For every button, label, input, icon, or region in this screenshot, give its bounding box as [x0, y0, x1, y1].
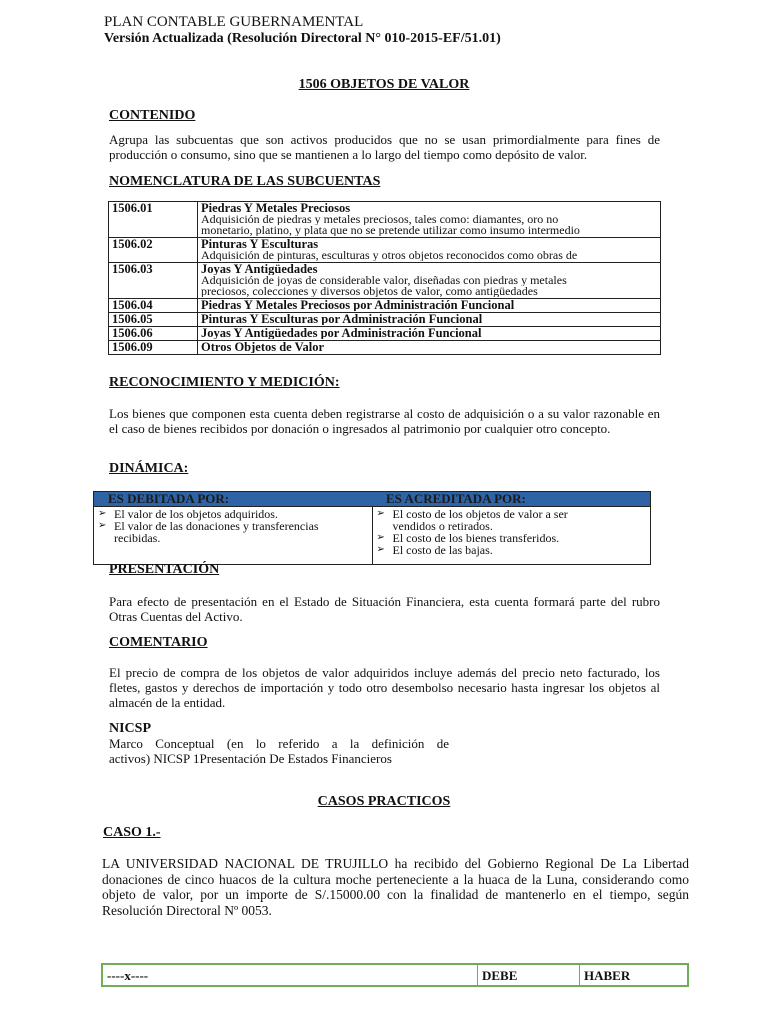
subaccount-code: 1506.06: [109, 327, 198, 341]
list-item-text: El costo de los bienes transferidos.: [392, 531, 560, 545]
subaccount-description: Adquisición de piedras y metales preciosos, tales como: diamantes, oro no: [201, 214, 559, 225]
nicsp-line-2: activos) NICSP 1Presentación De Estados Financieros: [109, 751, 392, 766]
table-row: [109, 341, 661, 355]
subaccount-title: Piedras Y Metales Preciosos por Administración Funcional: [201, 300, 515, 311]
contenido-text: Agrupa las subcuentas que son activos producidos que no se usan primordialmente para fines de producción o consumo, sino que se mantienen a lo largo del tiempo como depósito de valor.: [109, 132, 660, 162]
list-item-text: recibidas.: [114, 531, 161, 545]
debit-header: ES DEBITADA POR:: [108, 491, 230, 506]
list-item-text: vendidos o retirados.: [392, 519, 493, 533]
header-title: PLAN CONTABLE GUBERNAMENTAL: [104, 14, 364, 30]
journal-credit-col: HABER: [584, 968, 631, 983]
subaccount-cell: [198, 202, 661, 238]
subaccounts-table: [108, 201, 661, 355]
subaccount-code: 1506.02: [109, 238, 198, 263]
nicsp-heading: NICSP: [109, 721, 152, 736]
arrow-bullet-icon: ➢: [376, 508, 385, 519]
journal-entry-table: [101, 963, 689, 987]
subaccount-code: 1506.03: [109, 263, 198, 299]
table-row: [109, 299, 661, 313]
subaccount-cell: [198, 327, 661, 341]
subaccount-title: Joyas Y Antigüedades por Administración Funcional: [201, 328, 482, 339]
journal-debit-col: DEBE: [478, 965, 580, 985]
subaccount-cell: [198, 263, 661, 299]
subaccount-title: Joyas Y Antigüedades: [201, 264, 318, 275]
list-item-text: El costo de los objetos de valor a ser: [392, 507, 568, 521]
comentario-text: El precio de compra de los objetos de valor adquiridos incluye además del precio neto facturado, los fletes, gastos y derechos de importación y todo otro desembolso necesario hasta ingresar los objetos al almacén de la entidad.: [109, 665, 660, 710]
subaccount-description: preciosos, colecciones y diversos objetos de valor, como antigüedades: [201, 286, 538, 297]
subaccount-code: 1506.09: [109, 341, 198, 355]
subaccount-title: Otros Objetos de Valor: [201, 342, 325, 353]
subaccount-cell: [198, 238, 661, 263]
arrow-bullet-icon: ➢: [376, 532, 385, 543]
dinamica-table: [93, 491, 651, 565]
list-item-text: El valor de las donaciones y transferencias: [114, 519, 319, 533]
journal-entry-col: ----x----: [103, 965, 478, 985]
comentario-heading: COMENTARIO: [109, 635, 208, 650]
presentacion-heading: PRESENTACIÓN: [109, 562, 220, 577]
arrow-bullet-icon: ➢: [376, 544, 385, 555]
table-row: [109, 202, 661, 238]
reconocimiento-text: Los bienes que componen esta cuenta deben registrarse al costo de adquisición o a su valor razonable en el caso de bienes recibidos por donación o ingresados al patrimonio por cualquier otro concepto.: [109, 406, 660, 436]
subaccount-description: Adquisición de pinturas, esculturas y otros objetos reconocidos como obras de: [201, 250, 578, 261]
subaccount-cell: [198, 313, 661, 327]
page-title: 1506 OBJETOS DE VALOR: [298, 77, 470, 92]
subaccount-cell: [198, 341, 661, 355]
credit-column: [372, 507, 651, 564]
subaccount-title: Pinturas Y Esculturas por Administración Funcional: [201, 314, 483, 325]
subaccount-code: 1506.05: [109, 313, 198, 327]
casos-heading: CASOS PRACTICOS: [317, 794, 451, 809]
credit-header: ES ACREDITADA POR:: [386, 491, 526, 506]
list-item: [377, 544, 647, 556]
subaccount-cell: [198, 299, 661, 313]
subaccount-code: 1506.01: [109, 202, 198, 238]
header-subtitle: Versión Actualizada (Resolución Directoral N° 010-2015-EF/51.01): [104, 31, 501, 46]
caso-label: CASO 1.-: [103, 825, 161, 840]
arrow-bullet-icon: [98, 532, 114, 544]
list-item-text: El valor de los objetos adquiridos.: [114, 507, 278, 521]
contenido-heading: CONTENIDO: [109, 108, 196, 123]
dinamica-heading: DINÁMICA:: [109, 461, 189, 476]
caso-text: LA UNIVERSIDAD NACIONAL DE TRUJILLO ha recibido del Gobierno Regional De La Libertad donaciones de cinco huacos de la cultura moche perteneciente a la huaca de la Luna, considerando como objeto de valor, por un importe de S/.15000.00 con la finalidad de mantenerlo en el tiempo, según Resolución Directoral Nº 0053.: [102, 856, 689, 918]
table-row: [109, 327, 661, 341]
subaccount-title: Piedras Y Metales Preciosos: [201, 203, 351, 214]
arrow-bullet-icon: [377, 520, 393, 532]
nomenclatura-heading: NOMENCLATURA DE LAS SUBCUENTAS: [109, 174, 381, 189]
table-row: [109, 313, 661, 327]
debit-column: [94, 507, 372, 564]
subaccount-title: Pinturas Y Esculturas: [201, 239, 319, 250]
nicsp-text: [109, 736, 449, 766]
list-item-text: El costo de las bajas.: [392, 543, 493, 557]
arrow-bullet-icon: ➢: [98, 508, 107, 519]
table-row: [109, 238, 661, 263]
subaccount-description: monetario, platino, y plata que no se pretende utilizar como insumo intermedio: [201, 225, 580, 236]
presentacion-text: Para efecto de presentación en el Estado de Situación Financiera, esta cuenta formará parte del rubro Otras Cuentas del Activo.: [109, 594, 660, 624]
table-row: [109, 263, 661, 299]
arrow-bullet-icon: ➢: [98, 520, 107, 531]
subaccount-description: Adquisición de joyas de considerable valor, diseñadas con piedras y metales: [201, 275, 567, 286]
nicsp-line-1: Marco Conceptual (en lo referido a la definición de: [109, 736, 449, 751]
reconocimiento-heading: RECONOCIMIENTO Y MEDICIÓN:: [109, 375, 340, 390]
list-item: [98, 532, 368, 544]
subaccount-code: 1506.04: [109, 299, 198, 313]
